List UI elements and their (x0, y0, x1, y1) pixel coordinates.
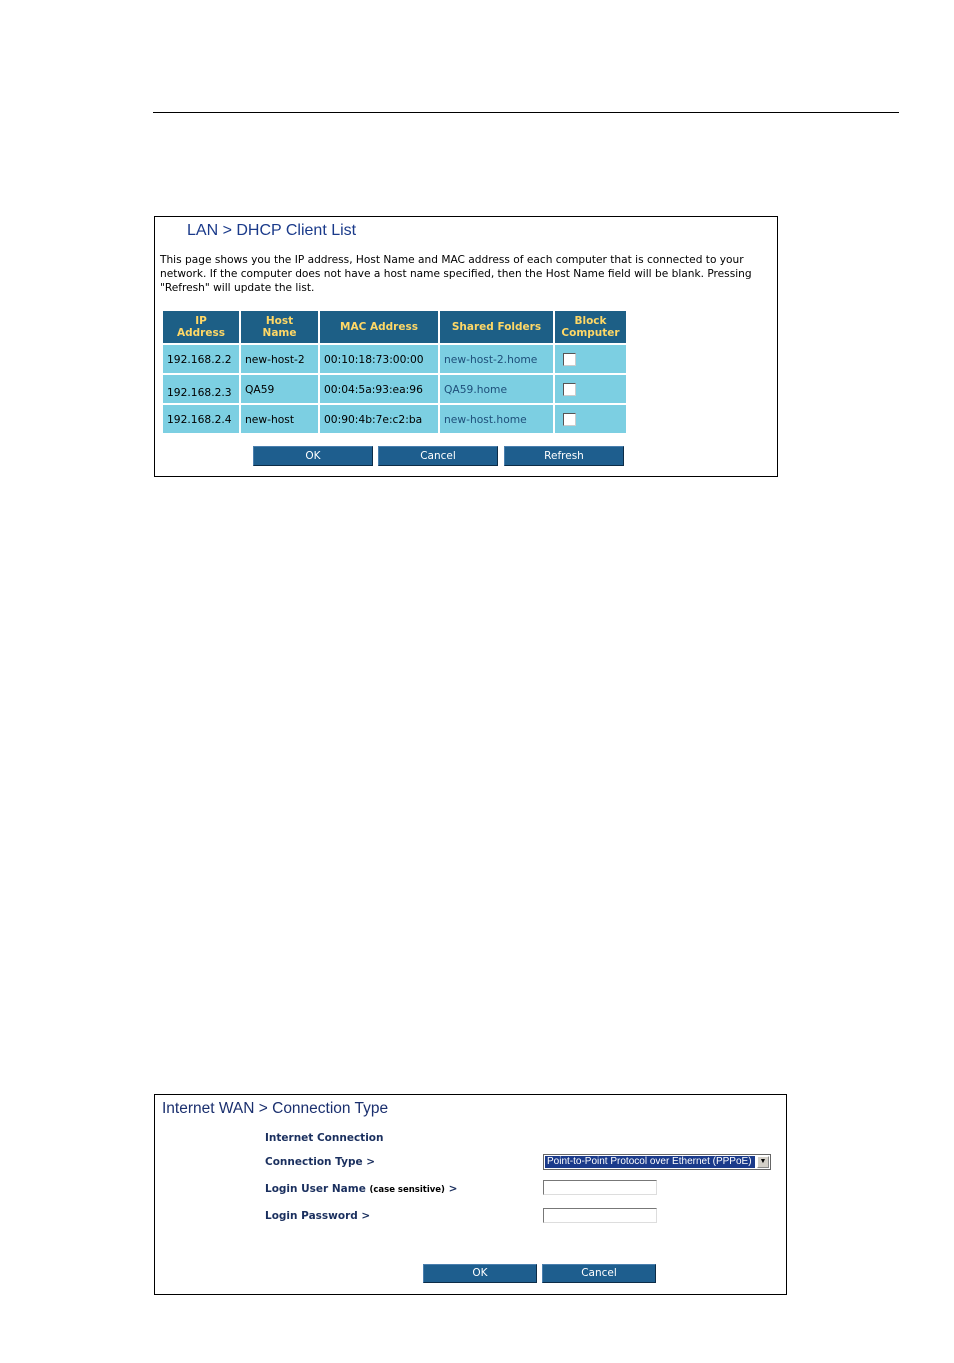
top-rule (153, 112, 899, 113)
header-host-name: Host Name (240, 310, 319, 344)
description-text: This page shows you the IP address, Host Name and MAC address of each computer that is connected to your network. If the computer does not have a host name specified, then the Host Name field will be blank. Pressing "Refresh" will update the list. (160, 254, 752, 294)
connection-type-selected-value: Point-to-Point Protocol over Ethernet (PPPoE) (545, 1156, 755, 1168)
header-mac-address: MAC Address (319, 310, 439, 344)
refresh-button[interactable]: Refresh (504, 446, 624, 466)
header-block-computer: Block Computer (554, 310, 627, 344)
case-sensitive-note: (case sensitive) (369, 1185, 445, 1195)
block-checkbox[interactable] (563, 413, 576, 426)
cell-ip: 192.168.2.3 (162, 374, 240, 404)
ok-button[interactable]: OK (253, 446, 373, 466)
table-row (162, 404, 627, 434)
cell-shared-folder: new-host-2.home (439, 344, 554, 374)
block-checkbox[interactable] (563, 353, 576, 366)
cell-mac: 00:90:4b:7e:c2:ba (319, 404, 439, 434)
ok-button[interactable]: OK (423, 1264, 537, 1283)
table-row (162, 374, 627, 404)
page-title: Internet WAN > Connection Type (162, 1100, 389, 1117)
cell-host: new-host-2 (240, 344, 319, 374)
connection-type-panel (154, 1094, 787, 1295)
internet-connection-heading: Internet Connection (265, 1132, 384, 1144)
client-table (161, 309, 628, 435)
table-row (162, 344, 627, 374)
cell-shared-folder: QA59.home (439, 374, 554, 404)
cancel-button[interactable]: Cancel (378, 446, 498, 466)
cell-mac: 00:10:18:73:00:00 (319, 344, 439, 374)
cancel-button[interactable]: Cancel (542, 1264, 656, 1283)
cell-host: QA59 (240, 374, 319, 404)
connection-type-select[interactable] (543, 1154, 771, 1170)
page-title: LAN > DHCP Client List (187, 222, 357, 239)
cell-shared-folder: new-host.home (439, 404, 554, 434)
cell-ip: 192.168.2.2 (162, 344, 240, 374)
login-password-input[interactable] (543, 1208, 657, 1223)
cell-block (554, 374, 627, 404)
block-checkbox[interactable] (563, 383, 576, 396)
dropdown-arrow-icon[interactable]: ▼ (757, 1156, 769, 1168)
cell-host: new-host (240, 404, 319, 434)
cell-ip: 192.168.2.4 (162, 404, 240, 434)
header-shared-folders: Shared Folders (439, 310, 554, 344)
login-user-name-label: Login User Name (case sensitive) > (265, 1183, 458, 1195)
table-header-row (162, 310, 627, 344)
connection-type-label: Connection Type > (265, 1156, 376, 1168)
cell-block (554, 344, 627, 374)
dhcp-client-list-panel (154, 216, 778, 477)
cell-block (554, 404, 627, 434)
cell-mac: 00:04:5a:93:ea:96 (319, 374, 439, 404)
login-user-name-input[interactable] (543, 1180, 657, 1195)
header-ip-address: IP Address (162, 310, 240, 344)
login-password-label: Login Password > (265, 1210, 371, 1222)
